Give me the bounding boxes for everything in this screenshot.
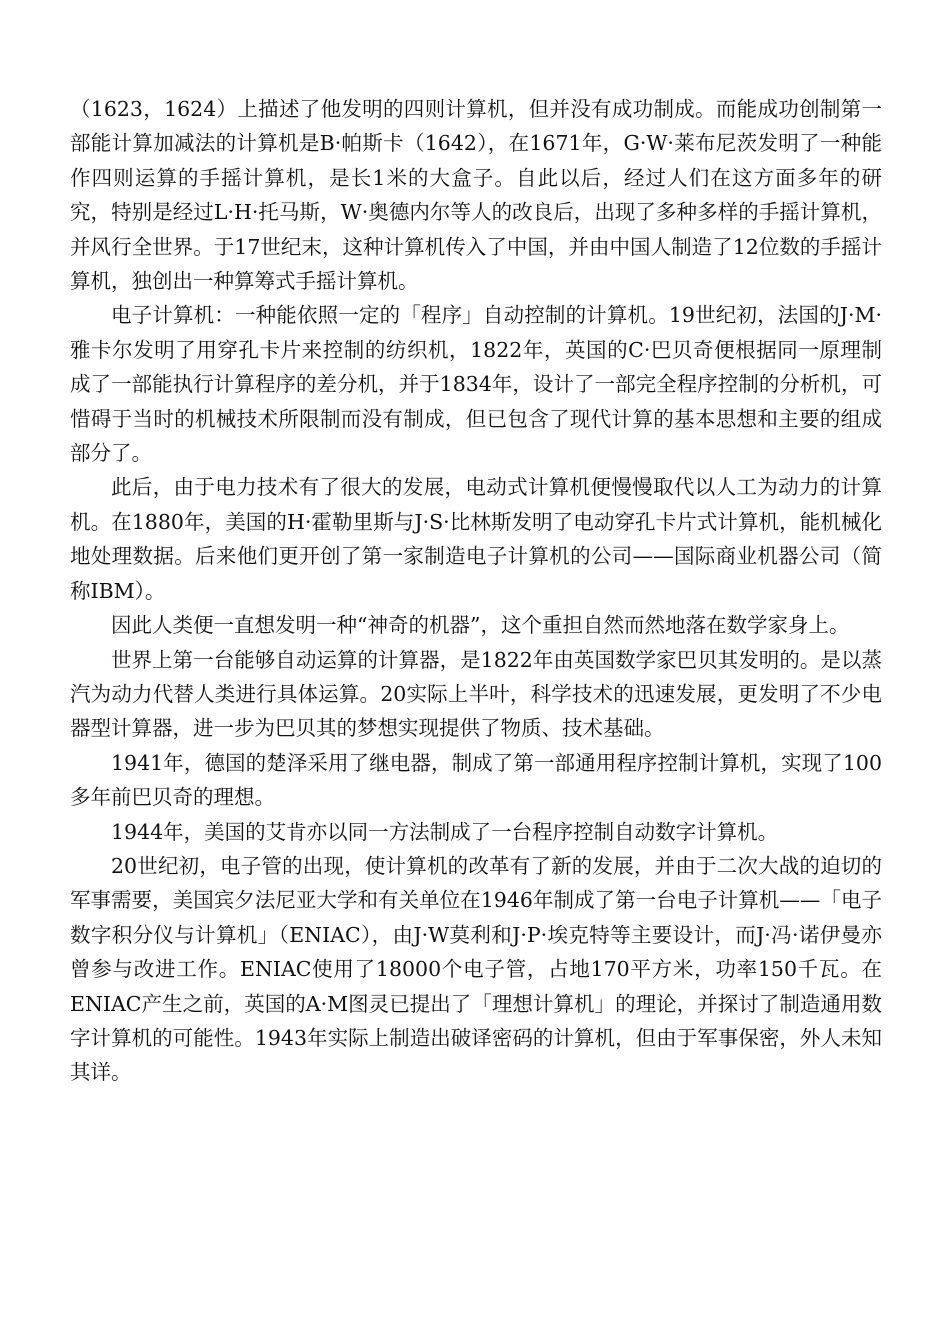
document-body: [70, 92, 882, 1090]
paragraph-electronic-computer: 电子计算机：一种能依照一定的「程序」自动控制的计算机。19世纪初，法国的J·M·雅卡尔发明了用穿孔卡片来控制的纺织机，1822年，英国的C·巴贝奇便根据同一原理制成了一部能执行计算程序的差分机，并于1834年，设计了一部完全程序控制的分析机，可惜碍于当时的机械技术所限制而没有制成，但已包含了现代计算的基本思想和主要的组成部分了。: [70, 303, 882, 466]
paragraph-first-automatic-calculator: 世界上第一台能够自动运算的计算器，是1822年由英国数学家巴贝其发明的。是以蒸汽为动力代替人类进行具体运算。20实际上半叶，科学技术的迅速发展，更发明了不少电器型计算器，进一步为巴贝其的梦想实现提供了物质、技术基础。: [70, 647, 882, 741]
paragraph-eniac: 20世纪初，电子管的出现，使计算机的改革有了新的发展，并由于二次大战的迫切的军事需要，美国宾夕法尼亚大学和有关单位在1946年制成了第一台电子计算机——「电子数字积分仪与计算机」（ENIAC），由J·W莫利和J·P·埃克特等主要设计，而J·冯·诺伊曼亦曾参与改进工作。ENIAC使用了18000个电子管，占地170平方米，功率150千瓦。在ENIAC产生之前，英国的A·M图灵已提出了「理想计算机」的理论，并探讨了制造通用数字计算机的可能性。1943年实际上制造出破译密码的计算机，但由于军事保密，外人未知其详。: [70, 853, 882, 1085]
paragraph-electric-computer: 此后，由于电力技术有了很大的发展，电动式计算机便慢慢取代以人工为动力的计算机。在1880年，美国的H·霍勒里斯与J·S·比林斯发明了电动穿孔卡片式计算机，能机械化地处理数据。后来他们更开创了第一家制造电子计算机的公司——国际商业机器公司（简称IBM）。: [70, 475, 882, 603]
paragraph-continuation: （1623，1624）上描述了他发明的四则计算机，但并没有成功制成。而能成功创制第一部能计算加减法的计算机是B·帕斯卡（1642），在1671年，G·W·莱布尼茨发明了一种能作四则运算的手摇计算机，是长1米的大盒子。自此以后，经过人们在这方面多年的研究，特别是经过L·H·托马斯，W·奥德内尔等人的改良后，出现了多种多样的手摇计算机，并风行全世界。于17世纪末，这种计算机传入了中国，并由中国人制造了12位数的手摇计算机，独创出一种算筹式手摇计算机。: [70, 97, 882, 294]
paragraph-magic-machine: 因此人类便一直想发明一种“神奇的机器”，这个重担自然而然地落在数学家身上。: [111, 613, 850, 638]
paragraph-1944: 1944年，美国的艾肯亦以同一方法制成了一台程序控制自动数字计算机。: [111, 819, 779, 844]
paragraph-1941: 1941年，德国的楚泽采用了继电器，制成了第一部通用程序控制计算机，实现了100多年前巴贝奇的理想。: [70, 750, 882, 810]
